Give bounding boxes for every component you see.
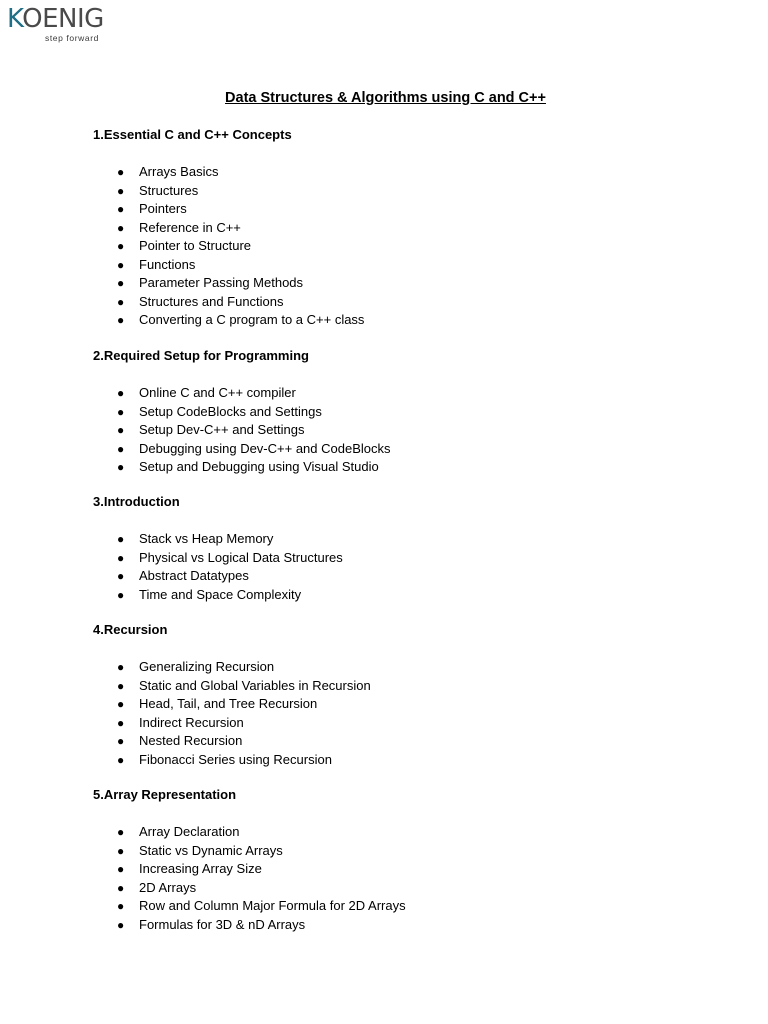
list-item: ● Generalizing Recursion [93,658,371,677]
list-item: ● Pointers [93,200,364,219]
list-item: ● Setup CodeBlocks and Settings [93,403,391,422]
bullet-icon: ● [117,862,125,876]
list-item: ● Reference in C++ [93,219,364,238]
section-heading: 3.Introduction [93,494,180,509]
section-required-setup [93,348,391,477]
bullet-icon: ● [117,825,125,839]
bullet-icon: ● [117,441,125,456]
list-item: ● Fibonacci Series using Recursion [93,751,371,770]
bullet-icon: ● [117,697,125,711]
list-item: ● Structures [93,182,364,201]
list-item: ● Nested Recursion [93,732,371,751]
list-item: ● Structures and Functions [93,293,364,312]
section-heading: 2.Required Setup for Programming [93,348,309,363]
bullet-icon: ● [117,294,125,309]
bullet-icon: ● [117,239,125,253]
bullet-icon: ● [117,880,125,895]
list-item: ● Head, Tail, and Tree Recursion [93,695,371,714]
bullet-list [93,530,343,604]
bullet-icon: ● [117,404,125,419]
bullet-list [93,658,371,769]
list-item: ● 2D Arrays [93,879,406,898]
bullet-icon: ● [117,550,125,565]
list-item: ● Row and Column Major Formula for 2D Arrays [93,897,406,916]
bullet-list [93,823,406,934]
list-item: ● Converting a C program to a C++ class [93,311,364,330]
section-introduction [93,494,343,604]
list-item: ● Debugging using Dev-C++ and CodeBlocks [93,440,391,459]
bullet-icon: ● [117,569,125,583]
list-item: ● Formulas for 3D & nD Arrays [93,916,406,935]
list-item: ● Time and Space Complexity [93,586,343,605]
bullet-icon: ● [117,660,125,674]
list-item: ● Abstract Datatypes [93,567,343,586]
logo-wordmark: KOENIG [7,4,104,34]
section-heading: 5.Array Representation [93,787,237,802]
bullet-icon: ● [117,220,125,235]
list-item: ● Parameter Passing Methods [93,274,364,293]
bullet-icon: ● [117,165,125,179]
section-essential-concepts [93,127,364,330]
list-item: ● Functions [93,256,364,275]
document-title: Data Structures & Algorithms using C and C++ [225,90,546,106]
list-item: ● Setup Dev-C++ and Settings [93,421,391,440]
list-item: ● Physical vs Logical Data Structures [93,549,343,568]
section-heading: 4.Recursion [93,622,168,637]
bullet-icon: ● [117,423,125,437]
bullet-icon: ● [117,843,125,858]
list-item: ● Increasing Array Size [93,860,406,879]
list-item: ● Setup and Debugging using Visual Studio [93,458,391,477]
bullet-icon: ● [117,386,125,400]
bullet-icon: ● [117,752,125,767]
list-item: ● Stack vs Heap Memory [93,530,343,549]
logo-tagline: step forward [45,33,99,43]
bullet-icon: ● [117,313,125,327]
bullet-icon: ● [117,678,125,693]
bullet-icon: ● [117,917,125,932]
bullet-icon: ● [117,715,125,730]
list-item: ● Arrays Basics [93,163,364,182]
bullet-icon: ● [117,257,125,272]
list-item: ● Static vs Dynamic Arrays [93,842,406,861]
list-item: ● Online C and C++ compiler [93,384,391,403]
bullet-icon: ● [117,532,125,546]
list-item: ● Array Declaration [93,823,406,842]
bullet-icon: ● [117,899,125,913]
bullet-list [93,384,391,477]
bullet-icon: ● [117,276,125,290]
section-heading: 1.Essential C and C++ Concepts [93,127,292,142]
bullet-icon: ● [117,460,125,474]
section-recursion [93,622,371,769]
bullet-list [93,163,364,330]
bullet-icon: ● [117,202,125,216]
section-array-representation [93,787,406,934]
bullet-icon: ● [117,587,125,602]
list-item: ● Pointer to Structure [93,237,364,256]
list-item: ● Static and Global Variables in Recursion [93,677,371,696]
list-item: ● Indirect Recursion [93,714,371,733]
company-logo [7,4,111,44]
bullet-icon: ● [117,183,125,198]
bullet-icon: ● [117,734,125,748]
